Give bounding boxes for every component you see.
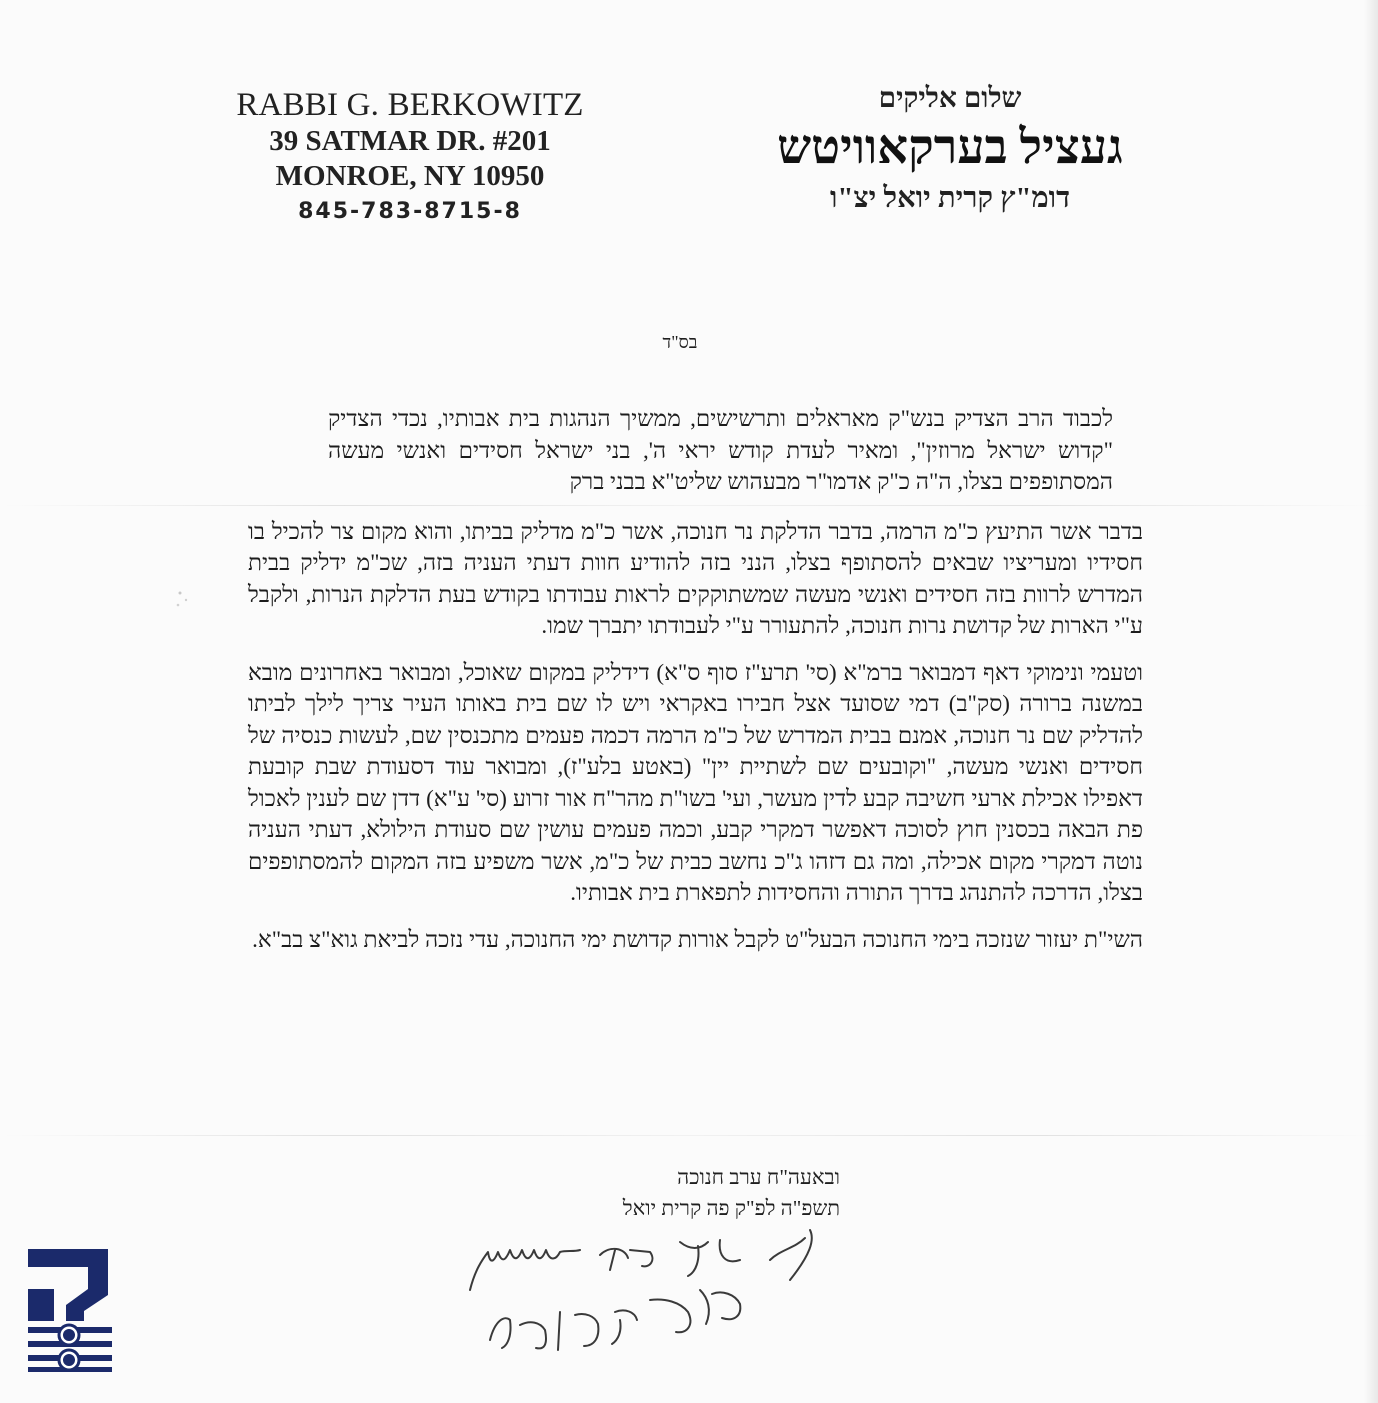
letterhead-phone: 845-783-8715-8 [298, 199, 522, 224]
body-paragraph: וטעמי ונימוקי דאף דמבואר ברמ"א (סי' תרע"ז סוף ס"א) דידליק במקום שאוכל, ומבואר באחרונים מובא במשנה ברורה (סק"ב) דמי שסועד אצל חבירו באקראי ויש לו שם בית באותו העיר צריך לילך לביתו להדליק שם נר חנוכה, אמנם בבית המדרש של כ"מ הרמה דכמה פעמים מתכנסין שם, לעשות כנסיה של חסידים ואנשי מעשה, "וקובעים שם לשתיית יין" (באטע בלע"ז), ומבואר עוד דסעודת שבת קובעת דאפילו אכילת ארעי חשיבה קבע לדין מעשר, ועי' בשו"ת מהר"ח אור זרוע (סי' ע"א) דדן שם לענין לאכול פת הבאה בכסנין חוץ לסוכה דאפשר דמקרי קבע, וכמה פעמים עושין שם סעודת הילולא, דעתי העניה נוטה דמקרי מקום אכילה, ומה גם דזהו ג"כ נחשב כבית של כ"מ, אשר משפיע בזה המקום להמסתופפים בצלו, הדרכה להתנהג בדרך התורה והחסידות לתפארת בית אבותיו. [248, 659, 1143, 905]
body-paragraph: בדבר אשר התיעץ כ"מ הרמה, בדבר הדלקת נר חנוכה, אשר כ"מ מדליק בביתו, והוא מקום צר להכיל בו חסידיו ומעריציו שבאים להסתופף בצלו, הנני בזה להודיע חוות דעתי העניה בזה, שכ"מ ידליק בבית המדרש לרוות בזה חסידים ואנשי מעשה שמשתוקקים לראות עבודתו בקודש בעת הדלקת הנרות, ולקבל ע"י הארות של קדושת נרות חנוכה, להתעורר ע"י לעבודתו יתברך שמו. [248, 518, 1143, 638]
blessing-paragraph: השי"ת יעזור שנזכה בימי החנוכה הבעל"ט לקבל אורות קדושת ימי החנוכה, עדי נזכה לביאת גוא"צ בב"א. [252, 926, 1143, 952]
letterhead-english [200, 86, 620, 230]
letterhead-street: 39 SATMAR DR. #201 [269, 125, 551, 157]
letterhead-city: MONROE, NY 10950 [275, 160, 545, 192]
paper-fold [0, 1135, 1378, 1136]
paper-edge-shadow [1364, 0, 1378, 1403]
closing-line: ובאעה"ח ערב חנוכה [677, 1165, 840, 1189]
letter-body [248, 403, 1143, 955]
bsd-mark: בס"ד [662, 332, 698, 352]
letterhead-hebrew [730, 80, 1170, 218]
handwritten-signature [450, 1220, 850, 1370]
letterhead-title-he: דומ"ץ קרית יואל יצ"ו [829, 182, 1071, 214]
letterhead-name-he: געציל בערקאוויטש [777, 121, 1123, 174]
closing-line: תשפ"ה לפ"ק פה קרית יואל [622, 1196, 840, 1220]
publisher-logo-icon [28, 1249, 112, 1377]
letterhead-hebrew-small: שלום אליקים [878, 83, 1022, 114]
closing-block [500, 1162, 840, 1224]
paper-speck [170, 585, 200, 615]
address-paragraph: לכבוד הרב הצדיק בנש"ק מאראלים ותרשישים, ממשיך הנהגות בית אבותיו, נכדי הצדיק "קדוש ישראל מרוזין", ומאיר לעדת קודש יראי ה', בני ישראל חסידים ואנשי מעשה המסתופפים בצלו, ה"ה כ"ק אדמו"ר מבעהוש שליט"א בבני ברק [328, 406, 1113, 494]
letterhead-name-en: RABBI G. BERKOWITZ [236, 87, 584, 123]
